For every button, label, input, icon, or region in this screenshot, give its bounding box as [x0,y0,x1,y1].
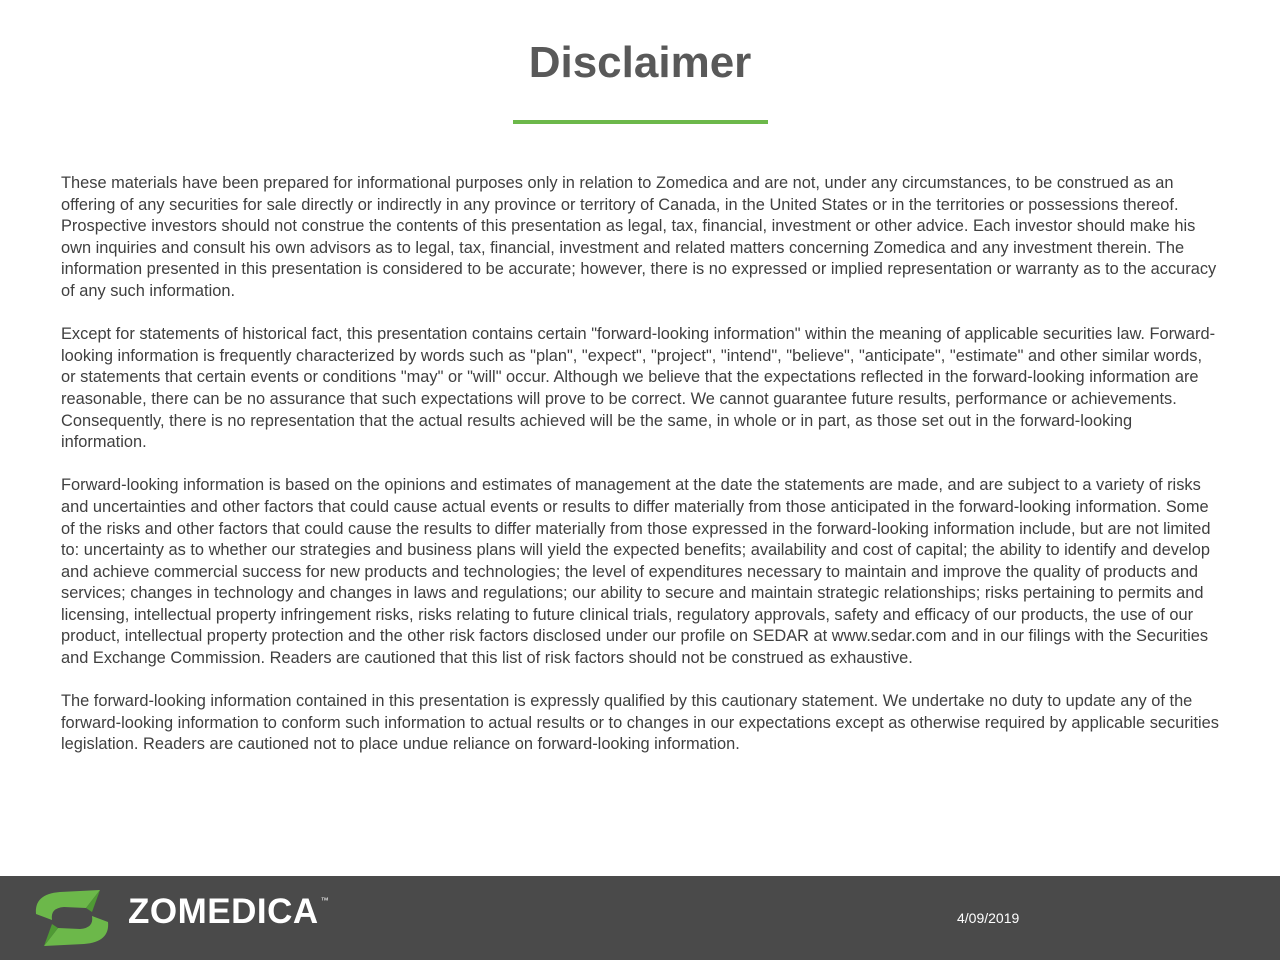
zomedica-logo-icon [30,886,114,950]
wordmark-text: ZOMEDICA [128,892,319,931]
title-underline [513,120,768,124]
trademark-symbol: ™ [320,896,330,905]
zomedica-wordmark [128,894,329,929]
footer-date: 4/09/2019 [957,910,1020,926]
disclaimer-paragraph-1: These materials have been prepared for informational purposes only in relation to Zomedica and are not, under any circumstances, to be construed as an offering of any securities for sale directly or indirectly in any province or territory of Canada, in the United States or in the territories or possessions thereof. Prospective investors should not construe the contents of this presentation as legal, tax, financial, investment or other advice. Each investor should make his own inquiries and consult his own advisors as to legal, tax, financial, investment and related matters concerning Zomedica and any investment therein. The information presented in this presentation is considered to be accurate; however, there is no expressed or implied representation or warranty as to the accuracy of any such information. [61,174,1217,300]
disclaimer-paragraph-2: Except for statements of historical fact, this presentation contains certain "forward-looking information" within the meaning of applicable securities law. Forward-looking information is frequently characterized by words such as "plan", "expect", "project", "intend", "believe", "anticipate", "estimate" and other similar words, or statements that certain events or conditions "may" or "will" occur. Although we believe that the expectations reflected in the forward-looking information are reasonable, there can be no assurance that such expectations will prove to be correct. We cannot guarantee future results, performance or achievements. Consequently, there is no representation that the actual results achieved will be the same, in whole or in part, as those set out in the forward-looking information. [61,325,1216,452]
disclaimer-body [61,173,1221,778]
disclaimer-paragraph-4: The forward-looking information contained in this presentation is expressly qualified by this cautionary statement. We undertake no duty to update any of the forward-looking information to conform such information to actual results or to changes in our expectations except as otherwise required by applicable securities legislation. Readers are cautioned not to place undue reliance on forward-looking information. [61,692,1219,754]
page-title: Disclaimer [528,38,752,87]
footer-bar [0,876,1280,960]
disclaimer-paragraph-3: Forward-looking information is based on the opinions and estimates of management at the date the statements are made, and are subject to a variety of risks and uncertainties and other factors that could cause actual events or results to differ materially from those anticipated in the forward-looking information. Some of the risks and other factors that could cause the results to differ materially from those expressed in the forward-looking information include, but are not limited to: uncertainty as to whether our strategies and business plans will yield the expected benefits; availability and cost of capital; the ability to identify and develop and achieve commercial success for new products and technologies; the level of expenditures necessary to maintain and improve the quality of products and services; changes in technology and changes in laws and regulations; our ability to secure and maintain strategic relationships; risks pertaining to permits and licensing, intellectual property infringement risks, risks relating to future clinical trials, regulatory approvals, safety and efficacy of our products, the use of our product, intellectual property protection and the other risk factors disclosed under our profile on SEDAR at www.sedar.com and in our filings with the Securities and Exchange Commission. Readers are cautioned that this list of risk factors should not be construed as exhaustive. [61,476,1211,668]
